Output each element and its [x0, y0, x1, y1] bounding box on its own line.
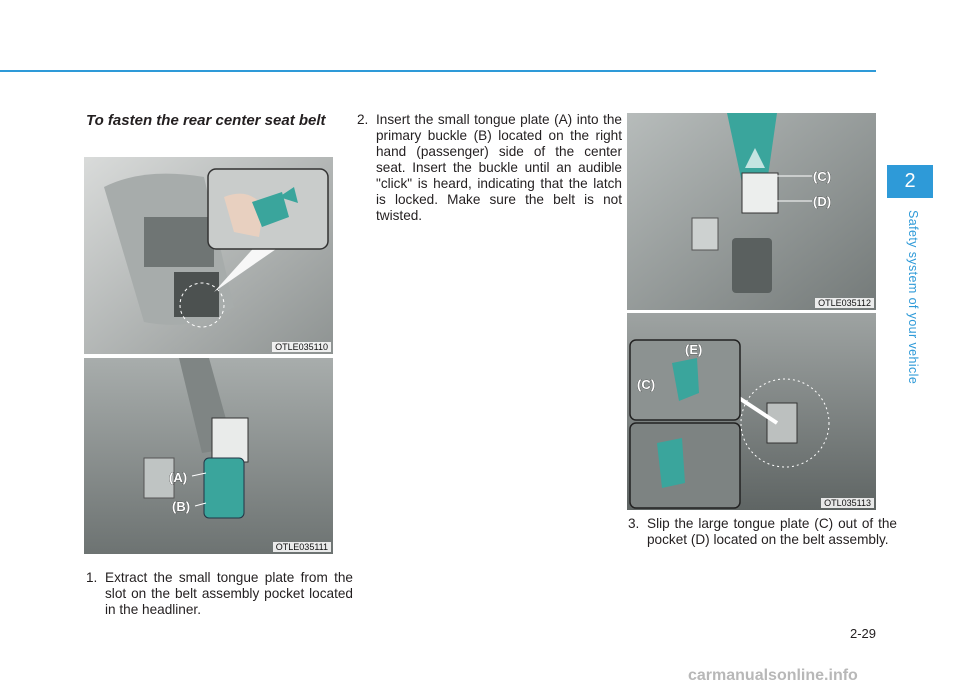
chapter-number-tab[interactable]: 2: [887, 165, 933, 198]
figure-tongue-pocket: [627, 113, 876, 310]
callout-e: (E): [685, 342, 703, 357]
step-2: [357, 112, 622, 224]
step-text: Extract the small tongue plate from the slot on the belt assembly pocket located in the headliner.: [105, 570, 353, 617]
callout-c: (C): [813, 169, 832, 184]
chapter-title: Safety system of your vehicle: [906, 210, 920, 385]
step-1: [86, 570, 353, 618]
section-heading: To fasten the rear center seat belt: [86, 112, 326, 129]
figure-code: OTLE035110: [272, 342, 331, 352]
step-number: 1.: [86, 570, 98, 585]
callout-c: (C): [637, 377, 656, 392]
step-number: 3.: [628, 516, 640, 531]
figure-code: OTLE035112: [815, 298, 874, 308]
figure-code: OTL035113: [821, 498, 874, 508]
watermark-link[interactable]: carmanualsonline.info: [688, 667, 858, 684]
figure-slip-detail: [627, 313, 876, 510]
step-text: Insert the small tongue plate (A) into the primary buckle (B) located on the right hand (passenger) side of the center seat. Insert the buckle until an audible "click" is heard, indicating that the latch is locked. Make sure the belt is not twisted.: [376, 112, 622, 223]
step-number: 2.: [357, 112, 369, 127]
figure-headliner-pocket: [84, 157, 333, 354]
step-text: Slip the large tongue plate (C) out of the pocket (D) located on the belt assembly.: [647, 516, 897, 547]
page-number: 2-29: [849, 626, 876, 641]
figure-code: OTLE035111: [273, 542, 331, 552]
step-3: [628, 516, 897, 548]
callout-a: (A): [169, 470, 188, 485]
callout-b: (B): [172, 499, 191, 514]
callout-d: (D): [813, 194, 832, 209]
figure-buckle-insert: [84, 358, 333, 554]
header-rule: [0, 70, 876, 72]
